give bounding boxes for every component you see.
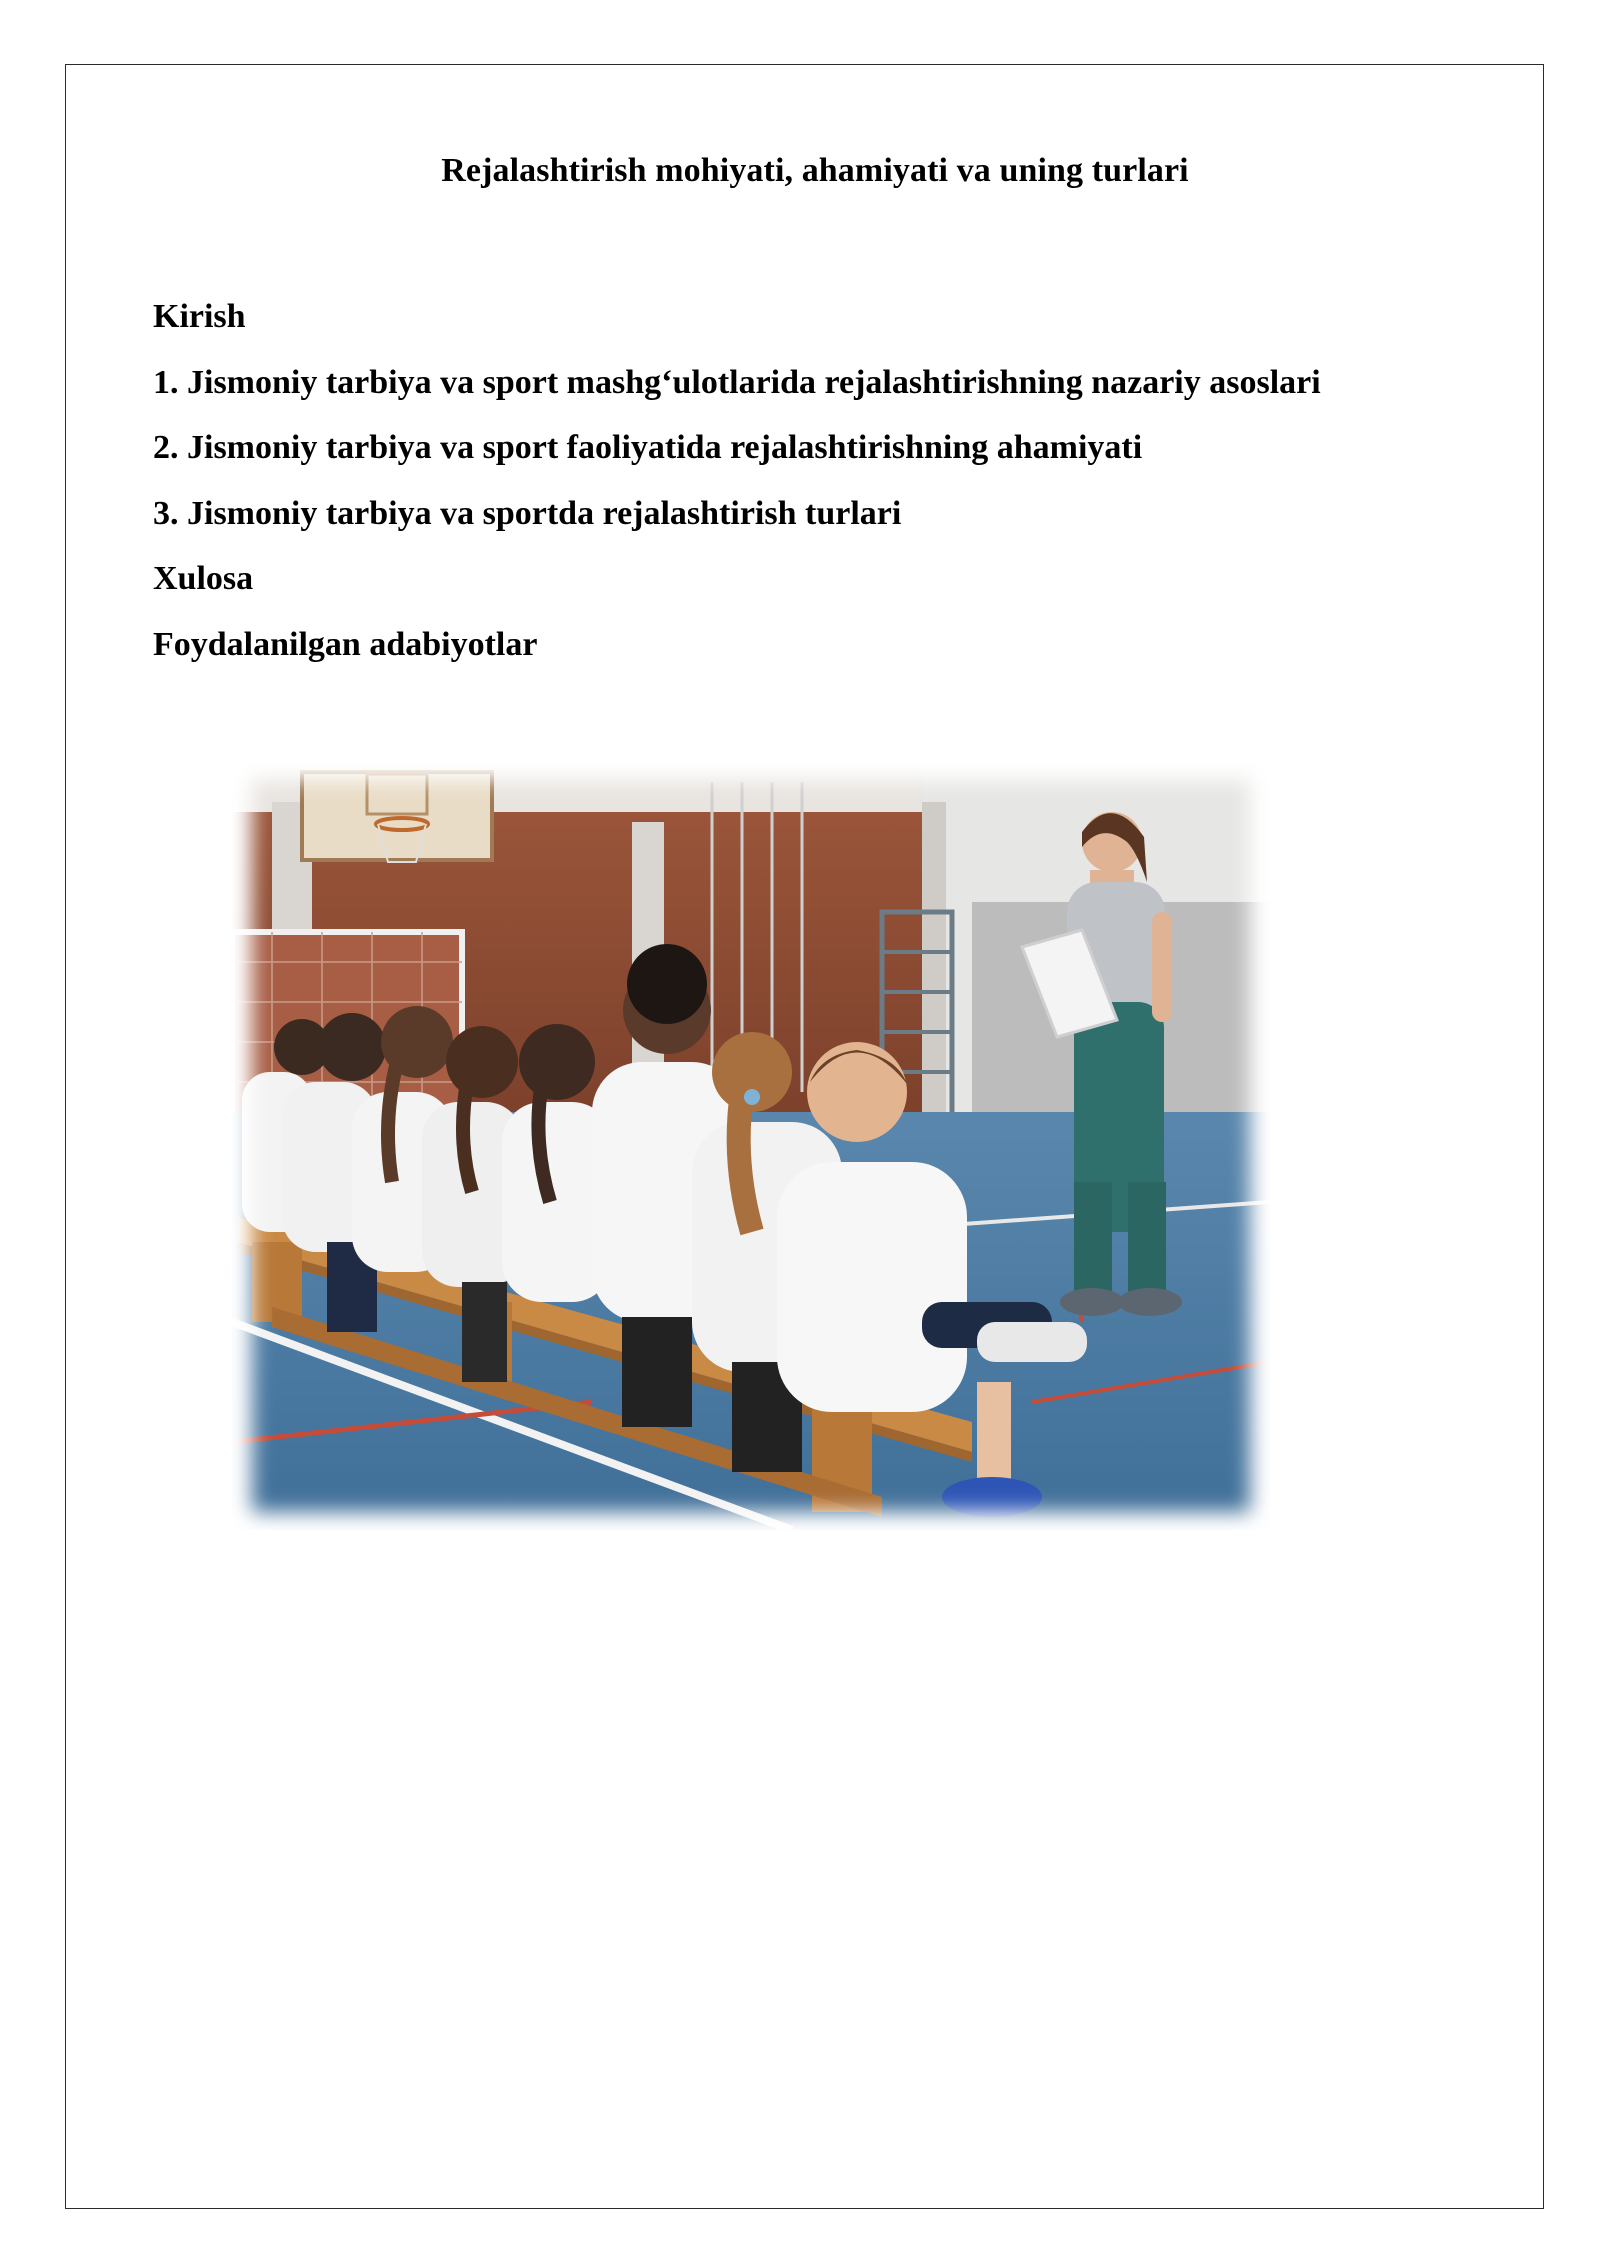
toc-item-chapter-3: 3. Jismoniy tarbiya va sportda rejalashtirish turlari <box>153 494 902 532</box>
toc-item-introduction: Kirish <box>153 298 246 335</box>
document-title: Rejalashtirish mohiyati, ahamiyati va uning turlari <box>441 152 1189 189</box>
photo-illustration <box>232 762 1270 1530</box>
toc-item-chapter-2: 2. Jismoniy tarbiya va sport faoliyatida rejalashtirishning ahamiyati <box>153 429 1143 466</box>
toc-item-chapter-1: 1. Jismoniy tarbiya va sport mashg‘ulotlarida rejalashtirishning nazariy asoslari <box>153 363 1321 401</box>
toc-item-references: Foydalanilgan adabiyotlar <box>153 625 538 663</box>
table-of-contents <box>153 284 1321 677</box>
basketball-backboard <box>302 772 492 860</box>
toc-item-conclusion: Xulosa <box>153 560 254 597</box>
sports-class-photo <box>232 762 1270 1530</box>
